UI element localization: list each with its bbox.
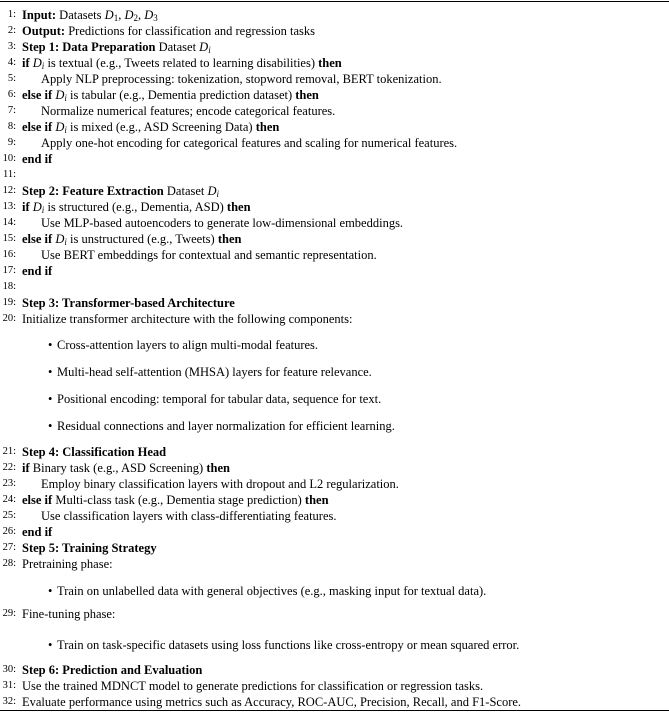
line-segment: end if [22, 525, 53, 539]
bullet-text: Multi-head self-attention (MHSA) layers for feature relevance. [57, 365, 372, 379]
line-segment: D [55, 232, 65, 246]
line-segment: 3 [153, 13, 158, 23]
line-segment: Input: [22, 8, 57, 22]
line-number: 13: [2, 201, 16, 212]
line-segment: 2 [133, 13, 138, 23]
line-text [22, 678, 483, 694]
line-segment: Datasets [56, 8, 105, 22]
line-text [22, 444, 166, 460]
bullet-text: Positional encoding: temporal for tabular data, sequence for text. [57, 392, 382, 406]
line-number: 1: [7, 9, 16, 20]
line-number: 6: [7, 89, 16, 100]
line-text [41, 247, 377, 263]
line-segment: else if [22, 120, 53, 134]
line-segment: end if [22, 152, 53, 166]
line-text [22, 524, 52, 540]
bullet-dot-icon: • [48, 584, 53, 598]
line-number: 14: [2, 217, 16, 228]
line-segment: 1 [113, 13, 119, 23]
line-segment: then [217, 232, 242, 246]
bullet-dot-icon: • [48, 419, 53, 433]
line-text [41, 71, 442, 87]
line-text [22, 39, 211, 55]
bullet-dot-icon: • [48, 392, 53, 406]
line-segment: D [199, 40, 209, 54]
line-number: 8: [7, 121, 16, 132]
line-segment: Fine-tuning phase: [22, 607, 116, 621]
line-text [22, 662, 202, 678]
line-segment: D [55, 88, 65, 102]
line-segment: D [32, 56, 42, 70]
line-segment: i [64, 93, 67, 103]
line-number: 9: [7, 137, 16, 148]
line-segment: else if [22, 232, 53, 246]
line-number: 5: [7, 73, 16, 84]
line-number: 10: [2, 153, 16, 164]
line-segment: if [22, 461, 30, 475]
line-segment: then [318, 56, 342, 70]
line-number: 4: [7, 57, 16, 68]
bullet-dot-icon: • [48, 338, 53, 352]
bottom-rule [0, 710, 669, 711]
bullet-text: Residual connections and layer normalization for efficient learning. [57, 419, 395, 433]
line-segment: i [64, 125, 67, 135]
line-number: 24: [2, 494, 16, 505]
line-segment: Output: [22, 24, 66, 38]
line-segment: D [32, 200, 42, 214]
line-segment: Use classification layers with class-differentiating features. [41, 509, 337, 523]
line-number: 29: [2, 608, 16, 619]
line-text [22, 556, 113, 572]
bullet-dot-icon: • [48, 365, 53, 379]
line-segment: Multi-class task (e.g., Dementia stage prediction) [52, 493, 305, 507]
line-segment: Pretraining phase: [22, 557, 113, 571]
line-number: 20: [2, 313, 16, 324]
line-number: 3: [7, 41, 16, 52]
line-segment: if [22, 56, 30, 70]
line-segment: i [64, 237, 67, 247]
line-text [22, 199, 251, 215]
line-segment: Step 5: Training Strategy [22, 541, 157, 555]
line-text [22, 183, 219, 199]
line-text [41, 476, 399, 492]
line-segment: Apply one-hot encoding for categorical features and scaling for numerical features. [41, 136, 458, 150]
line-segment: Step 1: Data Preparation [22, 40, 156, 54]
line-segment: then [206, 461, 230, 475]
line-number: 2: [7, 25, 16, 36]
line-segment: then [255, 120, 280, 134]
line-segment: end if [22, 264, 53, 278]
line-text [22, 295, 235, 311]
line-text [22, 606, 115, 622]
line-segment: D [104, 8, 114, 22]
line-number: 28: [2, 558, 16, 569]
bullet-text: Train on unlabelled data with general objectives (e.g., masking input for textual data). [57, 584, 487, 598]
line-segment: i [41, 61, 45, 71]
top-rule [0, 1, 669, 2]
line-segment: , [118, 8, 125, 22]
line-text [22, 231, 241, 247]
bullet-text: Train on task-specific datasets using loss functions like cross-entropy or mean squared error. [57, 638, 520, 652]
line-segment: D [55, 120, 65, 134]
line-segment: D [144, 8, 154, 22]
line-number: 11: [2, 169, 16, 180]
line-number: 31: [2, 680, 16, 691]
line-text [41, 103, 335, 119]
line-number: 15: [2, 233, 16, 244]
line-segment: Employ binary classification layers with dropout and L2 regularization. [41, 477, 399, 491]
line-segment: , [137, 8, 145, 22]
line-segment: Initialize transformer architecture with the following components: [22, 312, 353, 326]
line-number: 7: [7, 105, 16, 116]
line-segment: Apply NLP preprocessing: tokenization, stopword removal, BERT tokenization. [41, 72, 442, 86]
line-text [41, 135, 457, 151]
line-text [22, 492, 329, 508]
line-text [22, 540, 157, 556]
line-segment: Binary task (e.g., ASD Screening) [29, 461, 207, 475]
line-number: 30: [2, 664, 16, 675]
line-number: 26: [2, 526, 16, 537]
line-segment: Evaluate performance using metrics such as Accuracy, ROC-AUC, Precision, Recall, and F1-Score. [22, 695, 522, 709]
line-segment: Use the trained MDNCT model to generate predictions for classification or regression tasks. [22, 679, 484, 693]
line-text [22, 7, 158, 23]
line-segment: Normalize numerical features; encode categorical features. [41, 104, 336, 118]
line-segment: Use BERT embeddings for contextual and semantic representation. [41, 248, 377, 262]
line-number: 23: [2, 478, 16, 489]
line-number: 19: [2, 297, 16, 308]
line-segment: Predictions for classification and regression tasks [65, 24, 316, 38]
line-number: 21: [2, 446, 16, 457]
line-segment: is structured (e.g., Dementia, ASD) [44, 200, 227, 214]
line-segment: then [226, 200, 251, 214]
line-segment: D [124, 8, 134, 22]
line-text [22, 311, 352, 327]
line-text [22, 119, 279, 135]
line-segment: is tabular (e.g., Dementia prediction dataset) [66, 88, 296, 102]
line-text [22, 263, 52, 279]
bullet-text: Cross-attention layers to align multi-modal features. [57, 338, 319, 352]
line-text [41, 215, 403, 231]
line-text [22, 151, 52, 167]
line-segment: Step 3: Transformer-based Architecture [22, 296, 235, 310]
line-segment: else if [22, 493, 53, 507]
line-number: 17: [2, 265, 16, 276]
line-text [22, 460, 230, 476]
line-segment: D [207, 184, 217, 198]
line-number: 16: [2, 249, 16, 260]
line-segment: is textual (e.g., Tweets related to learning disabilities) [44, 56, 319, 70]
line-segment: Step 6: Prediction and Evaluation [22, 663, 203, 677]
line-segment: if [22, 200, 30, 214]
line-text [22, 23, 315, 39]
line-segment: Dataset [155, 40, 200, 54]
line-number: 12: [2, 185, 16, 196]
line-number: 22: [2, 462, 16, 473]
line-segment: i [41, 205, 45, 215]
line-number: 27: [2, 542, 16, 553]
line-number: 32: [2, 696, 16, 707]
line-segment: Step 4: Classification Head [22, 445, 167, 459]
line-segment: Step 2: Feature Extraction [22, 184, 164, 198]
line-text [22, 87, 319, 103]
line-segment: else if [22, 88, 53, 102]
line-segment: then [295, 88, 319, 102]
line-segment: i [216, 189, 220, 199]
line-text [22, 55, 342, 71]
bullet-dot-icon: • [48, 638, 53, 652]
line-segment: i [208, 45, 211, 55]
line-segment: is mixed (e.g., ASD Screening Data) [66, 120, 256, 134]
line-number: 18: [2, 281, 16, 292]
line-text [41, 508, 337, 524]
line-segment: then [304, 493, 329, 507]
line-segment: Use MLP-based autoencoders to generate low-dimensional embeddings. [41, 216, 404, 230]
line-segment: is unstructured (e.g., Tweets) [66, 232, 218, 246]
line-text [22, 694, 521, 710]
line-number: 25: [2, 510, 16, 521]
line-segment: Dataset [163, 184, 208, 198]
